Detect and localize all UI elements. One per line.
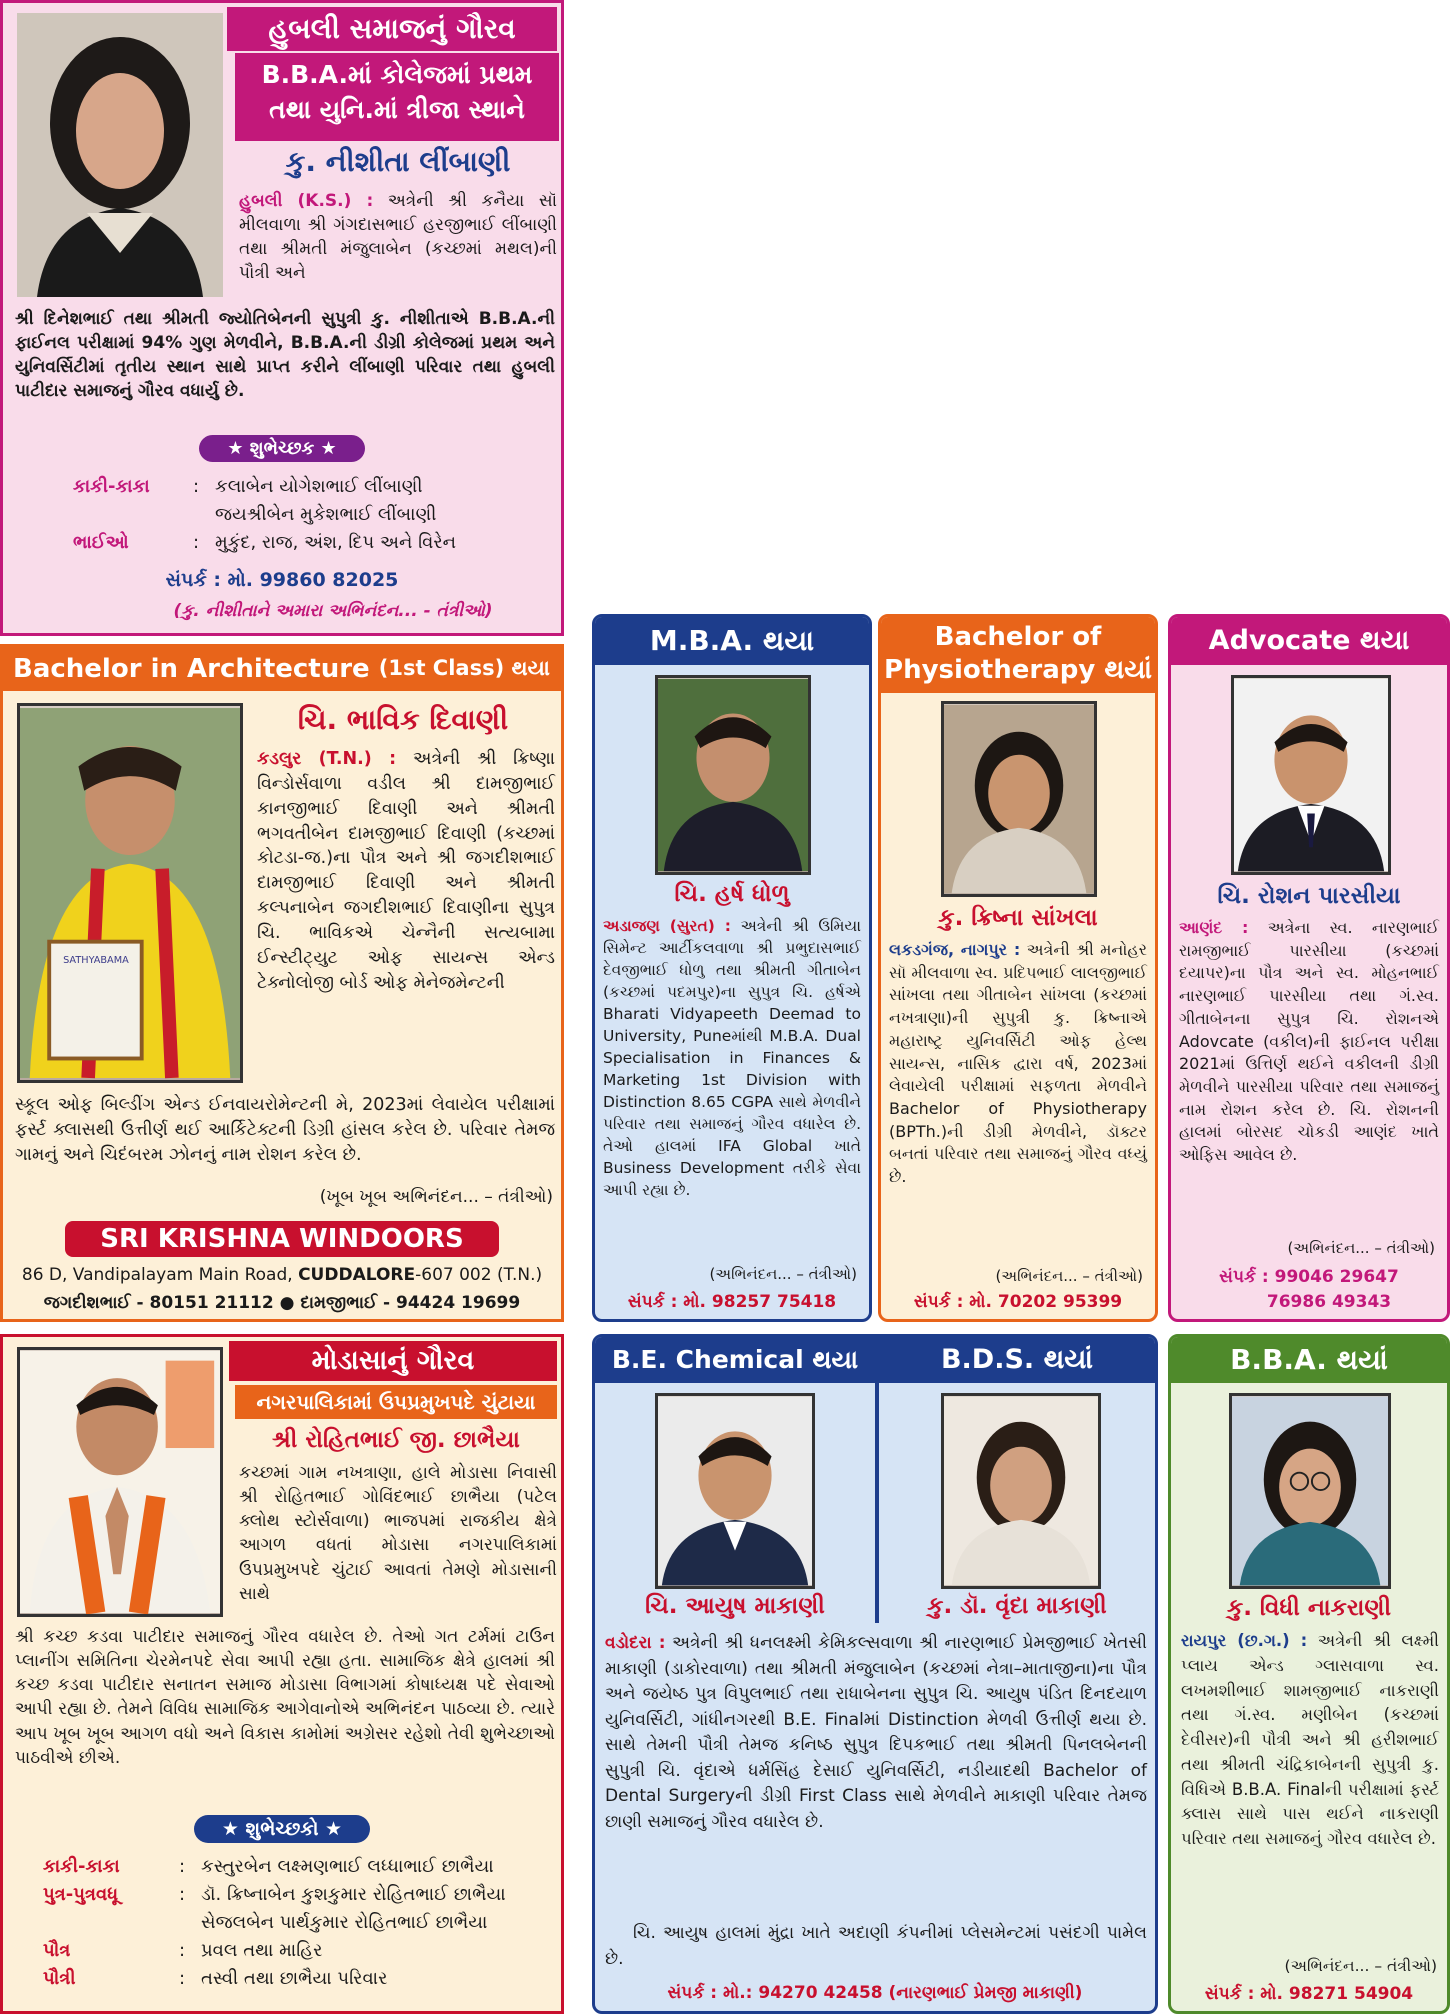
hubli-body-1-text: અત્રેની શ્રી કનૈયા સૉ મીલવાળા શ્રી ગંગદાસભાઈ હરજીભાઈ લીંબાણી તથા શ્રીમતી મંજુલાબેન (કચ્છમાં મથલ)ની પૌત્રી અને [239, 191, 557, 284]
hubli-body-1 [239, 189, 557, 286]
hubli-row-value: કલાબેન યોગેશભાઈ લીંબાણી [215, 476, 423, 497]
physiotherapy-title-box [881, 617, 1155, 693]
modasa-subtitle-box [235, 1385, 557, 1419]
modasa-row-value: પ્રવલ તથા માહિર [201, 1939, 323, 1961]
architecture-title-small: (1st Class) થયા [378, 656, 550, 681]
hubli-headline-2: તથા યુનિ.માં ત્રીજા સ્થાને [269, 95, 525, 124]
modasa-body-2: શ્રી કચ્છ કડવા પાટીદાર સમાજનું ગૌરવ વધારેલ છે. તેઓ ગત ટર્મમાં ટાઉન પ્લાનીંગ સમિતિના ચેરમેનપદે સેવા આપી રહ્યા હતા. સામાજિક ક્ષેત્રે હાલમાં શ્રી કચ્છ કડવા પાટીદાર સનાતન સમાજ મોડાસા વિભાગમાં કોષાધ્યક્ષ પદે સેવાઓ આપી રહ્યા છે. તેમને વિવિધ સામાજિક આગેવાનોએ અભિનંદન પાઠવ્યા છે. ત્યારે આપ ખૂબ ખૂબ આગળ વધો અને વિકાસ કામોમાં અગ્રેસર રહેશો તેવી શુભેચ્છાઓ પાઠવીએ છીએ. [15, 1627, 555, 1768]
portrait-photo-harsh [655, 675, 811, 875]
portrait-photo-rohitbhai [17, 1347, 223, 1617]
bba-panel [1168, 1334, 1450, 2014]
hubli-title: હુબલી સમાજનું ગૌરવ [227, 7, 557, 51]
business-name-banner [65, 1221, 499, 1257]
hubli-footer: (કુ. નીશીતાને અમારા અભિનંદન... - તંત્રીઓ) [173, 601, 493, 621]
physiotherapy-contact: સંપર્ક : મો. 70202 95399 [913, 1292, 1123, 1312]
modasa-blessing-row [43, 1853, 559, 1881]
hubli-contact: સંપર્ક : મો. 99860 82025 [165, 569, 399, 591]
modasa-row-key: કાકી-કાકા [43, 1856, 120, 1877]
modasa-blessings [43, 1853, 559, 1992]
physiotherapy-body [889, 939, 1147, 1189]
advocate-title: Advocate થયા [1171, 617, 1447, 665]
modasa-row-key: પૌત્રી [43, 1967, 76, 1989]
hubli-city: હુબલી (K.S.) : [239, 191, 374, 211]
advocate-city: આણંદ : [1179, 918, 1249, 937]
hubli-row-key: કાકી-કાકા [73, 476, 150, 497]
portrait-silhouette-icon [658, 1396, 812, 1586]
portrait-photo-nishita [17, 13, 223, 297]
portrait-silhouette-icon [17, 13, 223, 297]
advocate-footer: (અભિનંદન... – તંત્રીઓ) [1287, 1239, 1435, 1257]
modasa-blessing-row [43, 1937, 559, 1965]
colon-separator: : [179, 1967, 186, 1989]
architecture-title-bar [3, 647, 561, 691]
mba-footer: (અભિનંદન... – તંત્રીઓ) [709, 1265, 857, 1283]
hubli-blessings [73, 473, 553, 557]
be-bds-contact: સંપર્ક : મો.: 94270 42458 (નારણભાઈ પ્રેમજી માકાણી) [667, 1983, 1083, 2003]
hubli-well-wisher-wrap [3, 435, 561, 462]
portrait-photo-vrunda [941, 1393, 1101, 1589]
advocate-contact-1: સંપર્ક : 99046 29647 [1219, 1267, 1399, 1287]
colon-separator [193, 501, 215, 529]
be-bds-divider [875, 1337, 879, 1623]
portrait-photo-roshan [1231, 675, 1391, 875]
bds-title: B.D.S. થયાં [879, 1337, 1155, 1383]
physiotherapy-body-text: અત્રેની શ્રી મનોહર સૉ મીલવાળા સ્વ. પ્રદિપભાઈ લાલજીભાઈ સાંખલા તથા ગીતાબેન સાંખલા (કચ્છમાં નખત્રાણા)ની સુપુત્રી કુ. ક્રિષ્નાએ મહારાષ્ટ્ર યુનિવર્સિટી ઓફ હેલ્થ સાયન્સ, નાસિક દ્વારા વર્ષ, 2023માં લેવાયેલી પરીક્ષામાં સફળતા મેળવીને Bachelor of Physiotherapy (BPTh.)ની ડીગ્રી મેળવીને, ડૉક્ટર બનતાં પરિવાર તથા સમાજનું ગૌરવ વધ્યું છે. [889, 940, 1147, 1187]
modasa-blessing-row [43, 1965, 559, 1993]
physiotherapy-panel [878, 614, 1158, 1322]
bba-name: કુ. વિધી નાકરાણી [1226, 1595, 1392, 1621]
modasa-well-wisher-badge: ★ શુભેચ્છકો ★ [194, 1815, 370, 1843]
advocate-contact-2: 76986 49343 [1266, 1292, 1392, 1312]
be-bds-body-2: ચિ. આયુષ હાલમાં મુંદ્રા ખાતે અદાણી કંપનીમાં પ્લેસમેન્ટમાં પસંદગી પામેલ છે. [605, 1923, 1147, 1969]
address-city: CUDDALORE [298, 1265, 416, 1285]
be-title: B.E. Chemical થયા [595, 1337, 875, 1383]
advocate-panel [1168, 614, 1450, 1322]
modasa-well-wisher-wrap [3, 1815, 561, 1843]
modasa-row-key: પુત્ર-પુત્રવધૂ [43, 1883, 118, 1905]
hubli-panel [0, 0, 564, 636]
architecture-body-1 [257, 747, 555, 995]
business-address [3, 1265, 561, 1285]
bds-name: કુ. ડૉ. વૃંદા માકાણી [927, 1593, 1107, 1619]
mba-city: અડાજણ (સુરત) : [603, 917, 731, 935]
portrait-photo-vidhi [1229, 1393, 1391, 1589]
hubli-body-2: શ્રી દિનેશભાઈ તથા શ્રીમતી જ્યોતિબેનની સુપુત્રી કુ. નીશીતાએ B.B.A.ની ફાઈનલ પરીક્ષામાં 94% ગુણ મેળવીને, B.B.A.ની ડીગ્રી કોલેજમાં પ્રથમ અને યુનિવર્સિટીમાં તૃતીય સ્થાન સાથે પ્રાપ્ત કરીને લીંબાણી પરિવાર તથા હુબલી પાટીદાર સમાજનું ગૌરવ વધાર્યુ છે. [15, 309, 555, 402]
architecture-body-1-text: અત્રેની શ્રી ક્રિષ્ણા વિન્ડોર્સવાળા વડીલ શ્રી દામજીભાઈ કાનજીભાઈ દિવાણી અને શ્રીમતી ભગવતીબેન દામજીભાઈ દિવાણી (કચ્છમાં કોટડા-જ.)ના પૌત્ર અને શ્રી જગદીશભાઈ દામજીભાઈ દિવાણી અને શ્રીમતી કલ્પનાબેન જગદીશભાઈ દિવાણીના સુપુત્ર ચિ. ભાવિકએ ચેન્નૈની સત્યબામા ઈન્સ્ટીટ્યુટ ઓફ સાયન્સ એન્ડ ટેક્નોલોજી બોર્ડ ઓફ મેનેજમેન્ટની [257, 749, 555, 993]
architecture-name: ચિ. ભાવિક દિવાણી [297, 703, 509, 736]
architecture-panel [0, 644, 564, 1322]
hubli-blessing-row [73, 501, 553, 529]
hubli-row-value: જયશ્રીબેન મુકેશભાઈ લીંબાણી [215, 503, 437, 525]
modasa-name: શ્રી રોહિતભાઈ જી. છાભૈયા [272, 1427, 520, 1453]
portrait-silhouette-icon [658, 678, 808, 872]
advocate-name: ચિ. રોશન પારસીયા [1217, 883, 1401, 909]
physiotherapy-title-1: Bachelor of [934, 622, 1102, 652]
certificate-label: SATHYABAMA [63, 955, 129, 967]
hubli-name: કુ. નીશીતા લીંબાણી [285, 145, 511, 178]
physiotherapy-name: કુ. ક્રિષ્ના સાંખલા [938, 905, 1098, 931]
architecture-title: Bachelor in Architecture [13, 653, 370, 684]
be-name: ચિ. આયુષ માકાણી [645, 1593, 825, 1619]
business-phones: જગદીશભાઈ - 80151 21112 ● દામજીભાઈ - 94424 19699 [43, 1293, 521, 1313]
modasa-row-value: ડૉ. ક્રિષ્નાબેન કુશકુમાર રોહિતભાઈ છાભૈયા [201, 1883, 506, 1905]
advocate-body-text: અત્રેના સ્વ. નારણભાઈ રામજીભાઈ પારસીયા (કચ્છમાં દયાપર)ના પૌત્ર અને સ્વ. મોહનભાઈ નારણભાઈ પારસીયા તથા ગં.સ્વ. ગીતાબેનના સુપુત્ર ચિ. રોશનએ Adovcate (વકીલ)ની ફાઈનલ પરીક્ષા 2021માં ઉત્તિર્ણ થઈને વકીલની ડીગ્રી મેળવીને પારસીયા પરિવાર તથા સમાજનું નામ રોશન કરેલ છે. ચિ. રોશનની હાલમાં બોરસદ ચોકડી આણંદ ખાતે ઓફિસ આવેલ છે. [1179, 918, 1439, 1165]
advocate-body [1179, 917, 1439, 1167]
physiotherapy-city: લકડગંજ, નાગપુર : [889, 940, 1021, 959]
modasa-row-key: પૌત્ર [43, 1939, 71, 1961]
physiotherapy-title-2: Physiotherapy થયાં [884, 654, 1152, 685]
physiotherapy-footer: (અભિનંદન... – તંત્રીઓ) [995, 1267, 1143, 1285]
modasa-row-value: કસ્તુરબેન લક્ષ્મણભાઈ લધ્ધાભાઈ છાભૈયા [201, 1856, 494, 1877]
colon-separator: : [193, 476, 200, 497]
hubli-row-value: મુકુંદ, રાજ, અંશ, દિપ અને વિરેન [215, 531, 457, 553]
modasa-row-key [43, 1909, 179, 1937]
portrait-silhouette-icon [1234, 678, 1388, 872]
portrait-photo-bhavik [17, 703, 243, 1083]
colon-separator: : [193, 531, 200, 553]
colon-separator: : [179, 1856, 186, 1877]
mba-title: M.B.A. થયા [595, 617, 869, 665]
hubli-well-wisher-badge: ★ શુભેચ્છક ★ [199, 435, 364, 462]
address-postcode: -607 002 (T.N.) [415, 1265, 543, 1285]
colon-separator [179, 1909, 201, 1937]
architecture-body-2: સ્કૂલ ઓફ બિલ્ડીંગ એન્ડ ઈનવાયરોમેન્ટની મે, 2023માં લેવાયેલ પરીક્ષામાં ફર્સ્ટ ક્લાસથી ઉત્તીર્ણ થઈ આર્કિટેક્ટની ડિગ્રી હાંસલ કરેલ છે. પરિવાર તેમજ ગામનું અને ચિદંબરમ ઝોનનું નામ રોશન કરેલ છે. [15, 1095, 555, 1165]
be-bds-panel [592, 1334, 1158, 2014]
modasa-title: મોડાસાનું ગૌરવ [229, 1341, 557, 1381]
bba-body [1181, 1629, 1439, 1852]
modasa-blessing-row [43, 1909, 559, 1937]
mba-contact: સંપર્ક : મો. 98257 75418 [627, 1292, 837, 1312]
bba-contact: સંપર્ક : મો. 98271 54904 [1204, 1984, 1414, 2004]
modasa-row-value: સેજલબેન પાર્થકુમાર રોહિતભાઈ છાભૈયા [201, 1911, 488, 1933]
be-bds-city: વડોદરા : [605, 1633, 666, 1653]
mba-body [603, 915, 861, 1201]
graduate-portrait-icon [20, 706, 240, 1080]
portrait-silhouette-icon [1232, 1396, 1388, 1586]
be-bds-body-1-text: અત્રેની શ્રી ધનલક્ષ્મી કેમિકલ્સવાળા શ્રી નારણભાઈ પ્રેમજીભાઈ ખેતસી માકાણી (ડાકોરવાળા) તથા શ્રીમતી મંજુલાબેન (કચ્છમાં નેત્રા–માતાજીના)ના પૌત્ર અને જયેષ્ઠ પુત્ર વિપુલભાઈ તથા રાધાબેનના સુપુત્ર ચિ. આયુષ પંડિત દિનદયાળ યુનિવર્સિટી, ગાંધીનગરથી B.E. Finalમાં Distinction મેળવી ઉત્તીર્ણ થયા છે. સાથે તેમની પૌત્રી તેમજ કનિષ્ઠ સુપુત્ર દિપકભાઈ તથા શ્રીમતી પિનલબેનની સુપુત્રી ચિ. વૃંદાએ ધર્મસિંહ દેસાઈ યુનિવર્સિટી, નડીયાદથી Bachelor of Dental Surgeryની ડીગ્રી First Class સાથે મેળવીને માકાણી પરિવાર તેમજ છાણી સમાજનું ગૌરવ વધારેલ છે. [605, 1633, 1148, 1832]
mba-body-text: અત્રેની શ્રી ઉમિયા સિમેન્ટ આર્ટીકલવાળા શ્રી પ્રભુદાસભાઈ દેવજીભાઈ ધોળુ તથા શ્રીમતી ગીતાબેન (કચ્છમાં પદમપુર)ના સુપુત્ર ચિ. હર્ષએ Bharati Vidyapeeth Deemad to University, Puneમાંથી M.B.A. Dual Specialisation in Finances & Marketing 1st Division with Distinction 8.65 CGPA સાથે મેળવીને પરિવાર તથા સમાજનું ગૌરવ વધારેલ છે. તેઓ હાલમાં IFA Global ખાતે Business Development તરીકે સેવા આપી રહ્યા છે. [603, 917, 861, 1199]
modasa-row-value: તસ્વી તથા છાભૈયા પરિવાર [201, 1967, 388, 1989]
bba-footer: (અભિનંદન... – તંત્રીઓ) [1284, 1957, 1437, 1975]
bba-city: રાયપુર (છ.ગ.) : [1181, 1631, 1308, 1650]
portrait-silhouette-icon [944, 704, 1094, 894]
colon-separator: : [179, 1883, 186, 1905]
modasa-blessing-row [43, 1881, 559, 1909]
bba-body-text: અત્રેની શ્રી લક્ષ્મી પ્લાય એન્ડ ગ્લાસવાળા સ્વ. લખમશીભાઈ શામજીભાઈ નાકરાણી તથા ગં.સ્વ. મણીબેન (કચ્છમાં દેવીસર)ની પૌત્રી અને શ્રી હરીશભાઈ તથા શ્રીમતી ચંદ્રિકાબેનની સુપુત્રી કુ. વિધિએ B.B.A. Finalની પરીક્ષામાં ફર્સ્ટ ક્લાસ સાથે પાસ થઈને નાકરાણી પરિવાર તથા સમાજનું ગૌરવ વધારેલ છે. [1181, 1631, 1439, 1848]
mba-panel [592, 614, 872, 1322]
hubli-headline-box [235, 53, 559, 141]
architecture-footer: (ખૂબ ખૂબ અભિનંદન... – તંત્રીઓ) [319, 1187, 553, 1207]
hubli-blessing-row [73, 473, 553, 501]
architecture-city: કડલુર (T.N.) : [257, 749, 397, 769]
portrait-silhouette-icon [944, 1396, 1098, 1586]
mba-name: ચિ. હર્ષ ધોળુ [674, 881, 790, 907]
hubli-blessing-row [73, 529, 553, 557]
namaste-portrait-icon [20, 1350, 220, 1614]
address-prefix: 86 D, Vandipalayam Main Road, [21, 1265, 299, 1285]
hubli-row-key: ભાઈઓ [73, 531, 129, 553]
portrait-photo-ayush [655, 1393, 815, 1589]
modasa-subtitle: નગરપાલિકામાં ઉપપ્રમુખપદે ચુંટાયા [256, 1390, 536, 1414]
hubli-headline-1: B.B.A.માં કોલેજમાં પ્રથમ [261, 60, 533, 89]
modasa-panel [0, 1334, 564, 2014]
modasa-body-1: કચ્છમાં ગામ નખત્રાણા, હાલે મોડાસા નિવાસી શ્રી રોહિતભાઈ ગોવિંદભાઈ છાભૈયા (પટેલ ક્લોથ સ્ટોર્સવાળા) ભાજપમાં રાજકીય ક્ષેત્રે આગળ વધતાં મોડાસા નગરપાલિકામાં ઉપપ્રમુખપદે ચુંટાઈ આવતાં તેમણે મોડાસાની સાથે [239, 1463, 557, 1604]
portrait-photo-krishna [941, 701, 1097, 897]
bba-title: B.B.A. થયાં [1171, 1337, 1447, 1383]
colon-separator: : [179, 1939, 186, 1961]
hubli-row-key [73, 501, 193, 529]
be-bds-body-1 [605, 1631, 1147, 1835]
business-name: SRI KRISHNA WINDOORS [100, 1224, 464, 1254]
